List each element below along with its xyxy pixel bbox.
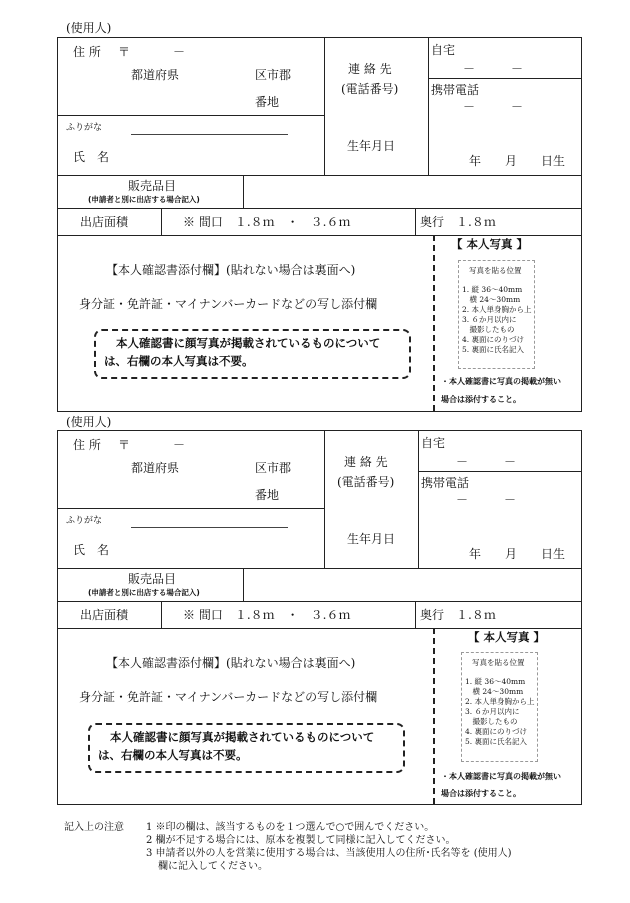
photo-note-line1: ・本人確認書に写真の掲載が無い <box>441 772 561 781</box>
home-phone-dashes: － － <box>456 455 517 469</box>
area-options: ※ 間口 １.８ｍ ・ ３.６ｍ <box>183 215 351 229</box>
form-frame <box>57 37 582 412</box>
prefecture-label: 都道府県 <box>131 461 180 475</box>
mobile-label: 携帯電話 <box>421 476 470 490</box>
instruction-item: 2 欄が不足する場合には、原本を複製して同様に記入してください。 <box>146 835 456 846</box>
photo-title: 【 本人写真 】 <box>451 237 529 251</box>
photo-rule: 3. ６か月以内に <box>465 707 520 716</box>
instruction-item: 3 申請者以外の人を営業に使用する場合は、当該使用人の住所･氏名等を (使用人) <box>146 848 512 859</box>
photo-rule: 5. 裏面に氏名記入 <box>462 345 525 354</box>
depth-value: 奥行 １.８ｍ <box>420 608 496 622</box>
name-label: 氏 名 <box>73 543 110 557</box>
home-label: 自宅 <box>431 43 456 57</box>
home-label: 自宅 <box>421 436 446 450</box>
photo-rule: 横 24～30mm <box>462 295 521 304</box>
goods-label: 販売品目 <box>128 572 177 586</box>
form-header: (使用人) <box>66 21 112 35</box>
instruction-item: 1 ※印の欄は、該当するものを１つ選んで○で囲んでください。 <box>146 822 435 833</box>
street-label: 番地 <box>255 488 280 502</box>
depth-value: 奥行 １.８ｍ <box>420 215 496 229</box>
form-header: (使用人) <box>66 415 112 429</box>
name-label: 氏 名 <box>73 150 110 164</box>
birthdate-label: 生年月日 <box>347 532 396 546</box>
id-attach-title: 【本人確認書添付欄】(貼れない場合は裏面へ) <box>106 656 356 670</box>
postal-dash: － <box>173 438 186 452</box>
contact-label: 連 絡 先 <box>348 62 392 76</box>
goods-label: 販売品目 <box>128 179 177 193</box>
photo-rule: 3. ６か月以内に <box>462 315 517 324</box>
photo-rule: 2. 本人単身胸から上 <box>465 697 535 706</box>
instruction-item: 欄に記入してください。 <box>158 861 268 872</box>
photo-rule: 4. 裏面にのりづけ <box>462 335 525 344</box>
date-units: 年 月 日生 <box>469 154 566 168</box>
city-label: 区市郡 <box>255 461 292 475</box>
photo-placement-box <box>461 652 538 762</box>
photo-title: 【 本人写真 】 <box>468 630 546 644</box>
date-units: 年 月 日生 <box>469 547 566 561</box>
address-label: 住 所 <box>73 438 101 452</box>
photo-position-label: 写真を貼る位置 <box>469 266 522 275</box>
birthdate-label: 生年月日 <box>347 139 396 153</box>
area-options: ※ 間口 １.８ｍ ・ ３.６ｍ <box>183 608 351 622</box>
area-label: 出店面積 <box>80 608 129 622</box>
contact-label: 連 絡 先 <box>344 455 388 469</box>
form-frame <box>57 430 582 805</box>
photo-placement-box <box>458 260 535 369</box>
furigana-label: ふりがな <box>66 516 103 526</box>
mobile-label: 携帯電話 <box>431 83 480 97</box>
mobile-phone-dashes: － － <box>463 100 524 114</box>
street-label: 番地 <box>255 95 280 109</box>
address-label: 住 所 <box>73 45 101 59</box>
postal-dash: － <box>173 45 186 59</box>
prefecture-label: 都道府県 <box>131 68 180 82</box>
photo-rule: 横 24～30mm <box>465 687 524 696</box>
photo-exempt-callout: 本人確認書に顔写真が掲載されているものについて は、右欄の本人写真は不要。 <box>88 723 405 773</box>
id-attach-desc: 身分証・免許証・マイナンバーカードなどの写し添付欄 <box>79 297 378 311</box>
home-phone-dashes: － － <box>463 62 524 76</box>
mobile-phone-dashes: － － <box>456 493 517 507</box>
goods-note: (申請者と別に出店する場合記入) <box>88 195 200 204</box>
id-attach-desc: 身分証・免許証・マイナンバーカードなどの写し添付欄 <box>79 690 378 704</box>
photo-note-line1: ・本人確認書に写真の掲載が無い <box>441 377 561 386</box>
id-attach-title: 【本人確認書添付欄】(貼れない場合は裏面へ) <box>106 263 356 277</box>
photo-note-line2: 場合は添付すること。 <box>441 789 521 798</box>
photo-position-label: 写真を貼る位置 <box>472 658 525 667</box>
goods-note: (申請者と別に出店する場合記入) <box>88 588 200 597</box>
photo-rule: 1. 縦 36～40mm <box>465 677 526 686</box>
furigana-label: ふりがな <box>66 123 103 133</box>
postal-mark: 〒 <box>118 438 131 452</box>
photo-rule: 撮影したもの <box>465 717 518 726</box>
instructions-heading: 記入上の注意 <box>64 822 124 833</box>
photo-rule: 2. 本人単身胸から上 <box>462 305 532 314</box>
contact-sub: (電話番号) <box>341 82 399 96</box>
photo-exempt-callout: 本人確認書に顔写真が掲載されているものについて は、右欄の本人写真は不要。 <box>94 329 411 379</box>
photo-rule: 1. 縦 36～40mm <box>462 285 523 294</box>
photo-note-line2: 場合は添付すること。 <box>441 395 521 404</box>
contact-sub: (電話番号) <box>337 475 395 489</box>
city-label: 区市郡 <box>255 68 292 82</box>
photo-rule: 撮影したもの <box>462 325 515 334</box>
photo-rule: 4. 裏面にのりづけ <box>465 727 528 736</box>
area-label: 出店面積 <box>80 215 129 229</box>
photo-rule: 5. 裏面に氏名記入 <box>465 737 528 746</box>
postal-mark: 〒 <box>118 45 131 59</box>
